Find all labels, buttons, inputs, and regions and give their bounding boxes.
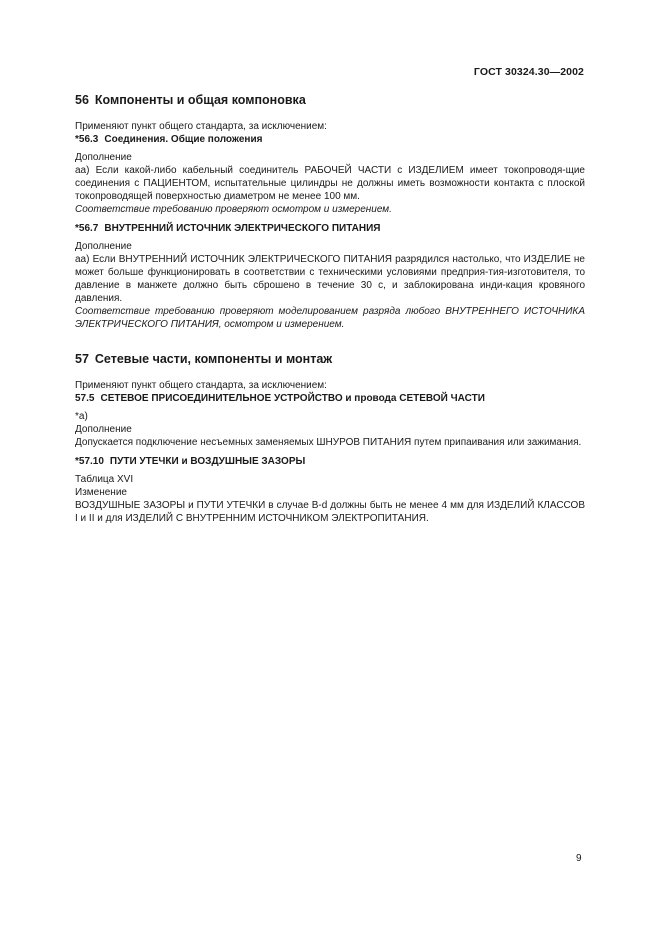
- clause-title: ПУТИ УТЕЧКИ и ВОЗДУШНЫЕ ЗАЗОРЫ: [109, 456, 306, 467]
- clause-title: Соединения. Общие положения: [104, 134, 263, 145]
- clause-title: ВНУТРЕННИЙ ИСТОЧНИК ЭЛЕКТРИЧЕСКОГО ПИТАНИЯ: [104, 223, 381, 234]
- document-id: ГОСТ 30324.30—2002: [473, 66, 584, 78]
- compliance-note: Соответствие требованию проверяют осмотром и измерением.: [75, 204, 392, 215]
- clause-text: аа) Если ВНУТРЕННИЙ ИСТОЧНИК ЭЛЕКТРИЧЕСКОГО ПИТАНИЯ разрядился настолько, что ИЗДЕЛИЕ не может больше функционировать в соответствии с техническими условиями предприя-тия-изготовителя, то давление в манжете должно быть сброшено в течение 30 с, и заблокирована инди-кация кровяного давления.: [75, 254, 585, 304]
- section-intro: Применяют пункт общего стандарта, за исключением:: [75, 121, 327, 132]
- clause-56-7-heading: [75, 222, 585, 235]
- clause-text: аа) Если какой-либо кабельный соединитель РАБОЧЕЙ ЧАСТИ с ИЗДЕЛИЕМ имеет токопроводя-щие соединения с ПАЦИЕНТОМ, испытательные цилиндры не должны иметь возможности контакта с плоской токопроводящей поверхностью диаметром не менее 100 мм.: [75, 165, 585, 202]
- clause-57-5-heading: [75, 392, 585, 405]
- clause-56-3-heading: [75, 133, 585, 146]
- clause-text: *а): [75, 411, 88, 422]
- clause-number: *57.10: [75, 456, 104, 467]
- clause-57-10-heading: [75, 455, 585, 468]
- section-title: Компоненты и общая компоновка: [94, 93, 306, 107]
- section-number: 57: [75, 352, 89, 366]
- document-body: [75, 94, 585, 525]
- clause-text: ВОЗДУШНЫЕ ЗАЗОРЫ и ПУТИ УТЕЧКИ в случае В-d должны быть не менее 4 мм для ИЗДЕЛИЙ КЛАССОВ I и II и для ИЗДЕЛИЙ С ВНУТРЕННИМ ИСТОЧНИКОМ ЭЛЕКТРОПИТАНИЯ.: [75, 500, 585, 524]
- clause-text: Дополнение: [75, 152, 132, 163]
- clause-title: СЕТЕВОЕ ПРИСОЕДИНИТЕЛЬНОЕ УСТРОЙСТВО и провода СЕТЕВОЙ ЧАСТИ: [100, 393, 485, 404]
- clause-text: Дополнение: [75, 241, 132, 252]
- clause-number: 57.5: [75, 393, 95, 404]
- clause-number: *56.7: [75, 223, 99, 234]
- clause-text: Допускается подключение несъемных заменяемых ШНУРОВ ПИТАНИЯ путем припаивания или зажимания.: [75, 437, 582, 448]
- section-57-heading: [75, 353, 585, 366]
- section-intro: Применяют пункт общего стандарта, за исключением:: [75, 380, 327, 391]
- clause-text: Изменение: [75, 487, 127, 498]
- section-title: Сетевые части, компоненты и монтаж: [94, 352, 333, 366]
- compliance-note: Соответствие требованию проверяют моделированием разряда любого ВНУТРЕННЕГО ИСТОЧНИКА ЭЛЕКТРИЧЕСКОГО ПИТАНИЯ, осмотром и измерением.: [75, 306, 585, 330]
- page-number: 9: [576, 853, 582, 864]
- section-56-heading: [75, 94, 585, 107]
- clause-number: *56.3: [75, 134, 99, 145]
- clause-text: Таблица XVI: [75, 474, 134, 485]
- clause-text: Дополнение: [75, 424, 132, 435]
- section-number: 56: [75, 93, 89, 107]
